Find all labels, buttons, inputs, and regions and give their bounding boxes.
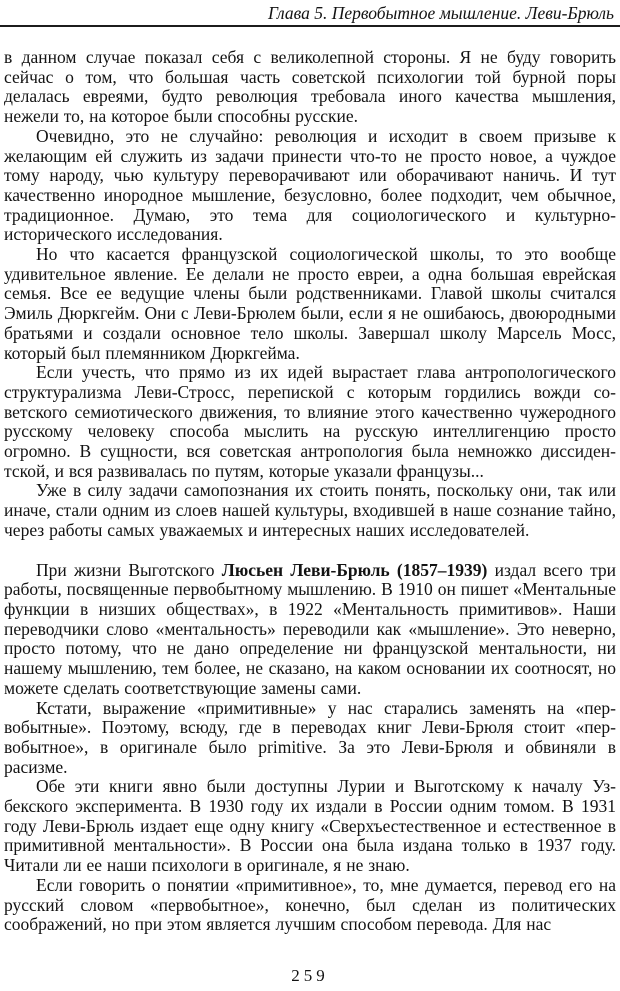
page-body xyxy=(4,48,616,935)
paragraph: в данном случае показал себя с великолепной стороны. Я не буду говорить сейчас о том, что большая часть советской психологии той бурной поры делалась евреями, будто революция требовала иного качества мышления, нежели то, на которое были способны русские. xyxy=(4,47,616,127)
paragraph: Уже в силу задачи самопознания их стоить понять, поскольку они, так или иначе, стали одним из слоев нашей культуры, входившей в наше сознание тайно, через работы самых уважаемых и интересных наших исследователей. xyxy=(4,480,616,540)
paragraph-text: При жизни Выготского xyxy=(36,559,222,580)
header-rule xyxy=(0,25,620,27)
running-header: Глава 5. Первобытное мышление. Леви-Брюль xyxy=(267,3,614,23)
page-number: 259 xyxy=(291,966,329,985)
paragraph: Очевидно, это не случайно: революция и исходит в своем призыве к желающим ей служить из задачи принести что-то не просто новое, а чуждое тому народу, чью культуру переворачивают или оборачивают наничь. И тут качественно инородное мышление, безусловно, более подходит, чем обычное, традиционное. Думаю, это тема для социологического и культурно-исторического исследования. xyxy=(4,125,616,245)
person-name-bold: Люсьен Леви-Брюль (1857–1939) xyxy=(221,559,488,580)
paragraph: Обе эти книги явно были доступны Лурии и Выготскому к началу Узбекского эксперимента. В 1930 году их издали в России одним томом. В 1931 году Леви-Брюль издает еще одну книгу «Сверхъестественное и естественное в примитивной ментальности». В России она была издана только в 1937 году. Читали ли ее наши психологи в оригинале, я не знаю. xyxy=(4,776,616,876)
paragraph: Если говорить о понятии «примитивное», то, мне думается, перевод его на русский словом «первобытное», конечно, был сделан из политических соображений, но при этом является лучшим способом перевода. Для нас xyxy=(4,874,616,935)
paragraph xyxy=(4,561,616,699)
paragraph: Если учесть, что прямо из их идей вырастает глава антропологического структурализма Леви-Стросс, перепиской с которым гордились вожди советского семиотического движения, то влияние этого качественно чужеродного русскому человеку способа мыслить на русскую интеллигенцию просто огромно. В сущности, вся советская антропология была немножко диссидентской, и вся развивалась по путям, которые указали французы... xyxy=(4,362,616,481)
paragraph: Но что касается французской социологической школы, то это вообще удивительное явление. Ее делали не просто евреи, а одна большая еврейская семья. Все ее ведущие члены были родственниками. Главой школы считался Эмиль Дюркгейм. Они с Леви-Брюлем были, если я не ошибаюсь, двоюродными братьями и создали основное тело школы. Завершал школу Марсель Мосс, который был племянником Дюркгейма. xyxy=(4,244,616,363)
paragraph: Кстати, выражение «примитивные» у нас старались заменять на «первобытные». Поэтому, всюду, где в переводах книг Леви-Брюля стоит «первобытное», в оригинале было primitive. За это Леви-Брюля и обвиняли в расизме. xyxy=(4,697,616,777)
paragraph-text: издал всего три работы, посвященные первобытному мышлению. В 1910 он пишет «Ментальные функции в низших обществах», в 1922 «Ментальность примитивов». Наши переводчики слово «ментальность» переводили как «мышление». Это неверно, просто потому, что не дано определение ни французской ментальности, ни нашему мышлению, тем более, не сказано, на каком основании их соотносят, но можете сделать соответствующие замены сами. xyxy=(4,559,616,698)
